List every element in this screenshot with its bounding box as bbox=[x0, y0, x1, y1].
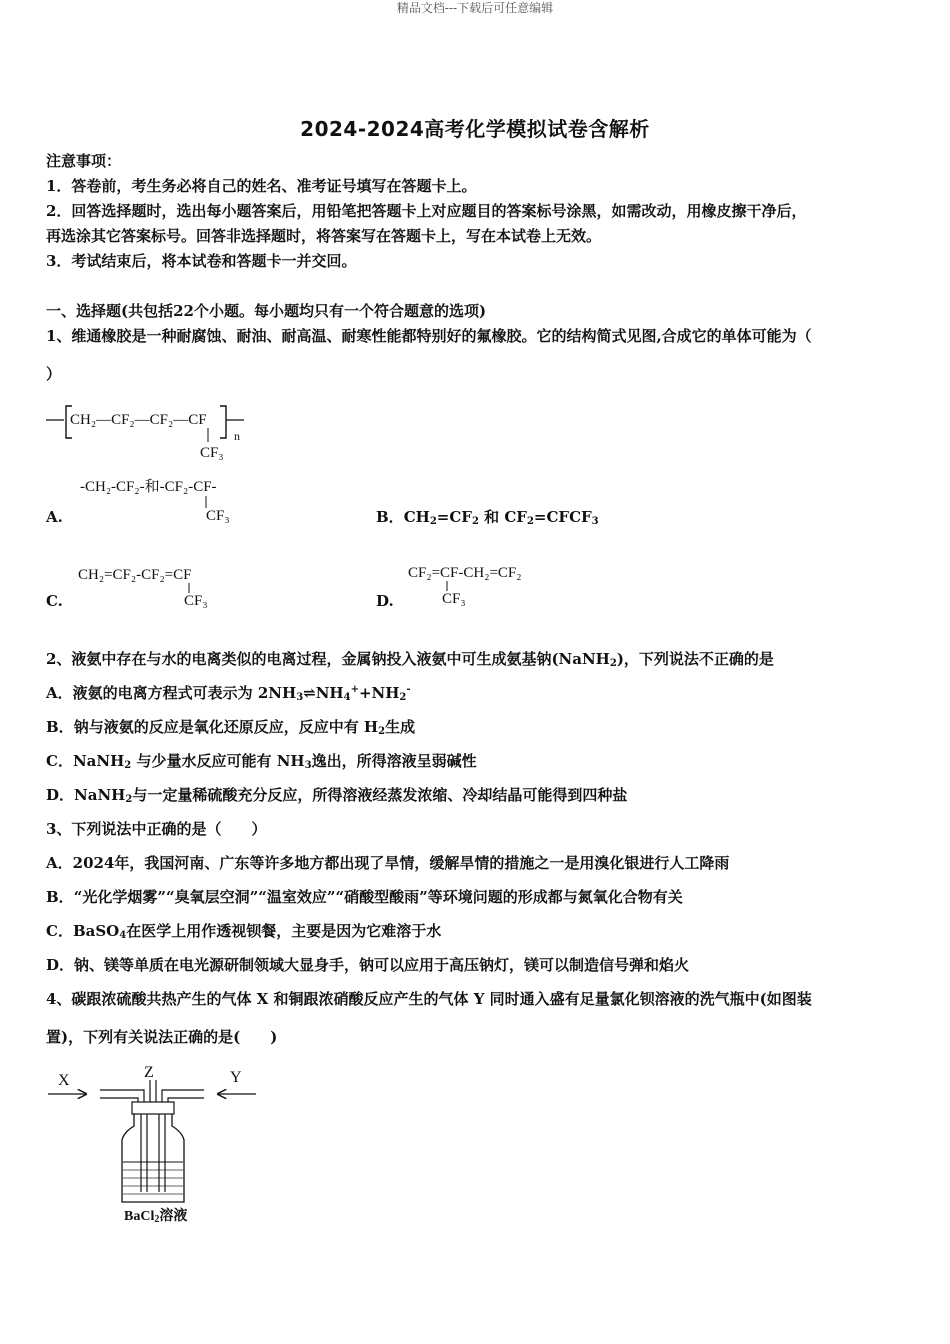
q1-option-c-branch: CF₃ bbox=[184, 593, 208, 609]
q1-option-a-label: A. bbox=[46, 508, 63, 526]
q4-stem-end: 置)，下列有关说法正确的是( ) bbox=[46, 1028, 278, 1046]
q1-stem: 1、维通橡胶是一种耐腐蚀、耐油、耐高温、耐寒性能都特别好的氟橡胶。它的结构简式见图,合成它的单体可能为（ bbox=[46, 327, 812, 345]
q1-stem-end: ） bbox=[46, 365, 62, 383]
q3-option-a: A．2024年，我国河南、广东等许多地方都出现了旱情，缓解旱情的措施之一是用溴化银进行人工降雨 bbox=[46, 854, 730, 872]
q3-stem: 3、下列说法中正确的是（ ） bbox=[46, 820, 267, 838]
bottle-liquid-label: BaCl$_2$溶液 bbox=[124, 1209, 188, 1225]
gas-y-label: Y bbox=[230, 1069, 242, 1086]
notice-heading: 注意事项： bbox=[46, 152, 122, 170]
q2-stem: 2、液氨中存在与水的电离类似的电离过程，金属钠投入液氨中可生成氨基钠(NaNH$_2$)，下列说法不正确的是 bbox=[46, 650, 774, 669]
q1-option-a-branch: CF₃ bbox=[206, 508, 230, 524]
q1-option-c-label: C. bbox=[46, 592, 63, 610]
q1-option-d-branch: CF₃ bbox=[442, 591, 466, 607]
gas-z-label: Z bbox=[144, 1064, 154, 1081]
q2-option-a: A．液氨的电离方程式可表示为 $2NH_3\rightleftharpoons NH_4^++NH_2^-$ bbox=[46, 684, 411, 703]
q3-option-d: D．钠、镁等单质在电光源研制领域大显身手，钠可以应用于高压钠灯，镁可以制造信号弹和焰火 bbox=[46, 956, 690, 974]
q2-option-d: D．NaNH$_2$与一定量稀硫酸充分反应，所得溶液经蒸发浓缩、冷却结晶可能得到四种盐 bbox=[46, 786, 628, 805]
section-heading: 一、选择题(共包括22个小题。每小题均只有一个符合题意的选项) bbox=[46, 302, 487, 320]
q2-option-b: B．钠与液氨的反应是氧化还原反应，反应中有 $H_2$生成 bbox=[46, 718, 416, 737]
gas-x-label: X bbox=[58, 1072, 70, 1089]
page-title: 2024-2024高考化学模拟试卷含解析 bbox=[300, 117, 650, 141]
washing-bottle-figure bbox=[44, 1080, 274, 1212]
q1-polymer-main: CH₂—CF₂—CF₂—CF bbox=[70, 412, 207, 428]
q1-option-b: B．$CH_2=CF_2$ 和 $CF_2=CFCF_3$ bbox=[376, 508, 599, 527]
q3-option-b: B．“光化学烟雾”“臭氧层空洞”“温室效应”“硝酸型酸雨”等环境问题的形成都与氮氧化合物有关 bbox=[46, 888, 683, 906]
q1-polymer-n: n bbox=[234, 429, 240, 443]
q4-stem: 4、碳跟浓硫酸共热产生的气体 X 和铜跟浓硝酸反应产生的气体 Y 同时通入盛有足量氯化钡溶液的洗气瓶中(如图装 bbox=[46, 990, 812, 1008]
q1-option-d-label: D. bbox=[376, 592, 394, 610]
notice-item-1: 1．答卷前，考生务必将自己的姓名、准考证号填写在答题卡上。 bbox=[46, 177, 477, 195]
q3-option-c: C．BaSO$_4$在医学上用作透视钡餐，主要是因为它难溶于水 bbox=[46, 922, 442, 941]
q1-option-c-formula: CH₂=CF₂-CF₂=CF bbox=[78, 567, 192, 583]
q1-option-a-formula: -CH₂-CF₂-和-CF₂-CF- bbox=[80, 479, 217, 495]
notice-item-2: 2．回答选择题时，选出每小题答案后，用铅笔把答题卡上对应题目的答案标号涂黑，如需改动，用橡皮擦干净后， bbox=[46, 202, 807, 220]
notice-item-2-cont: 再选涂其它答案标号。回答非选择题时，将答案写在答题卡上，写在本试卷上无效。 bbox=[46, 227, 602, 245]
q1-option-b-label: B． bbox=[376, 508, 404, 526]
page-header: 精品文档---下载后可任意编辑 bbox=[396, 1, 554, 15]
q1-polymer-branch: CF₃ bbox=[200, 445, 224, 461]
q1-option-d-formula: CF₂=CF-CH₂=CF₂ bbox=[408, 565, 522, 581]
notice-item-3: 3．考试结束后，将本试卷和答题卡一并交回。 bbox=[46, 252, 357, 270]
q2-option-c: C．NaNH$_2$ 与少量水反应可能有 $NH_3$逸出，所得溶液呈弱碱性 bbox=[46, 752, 477, 771]
